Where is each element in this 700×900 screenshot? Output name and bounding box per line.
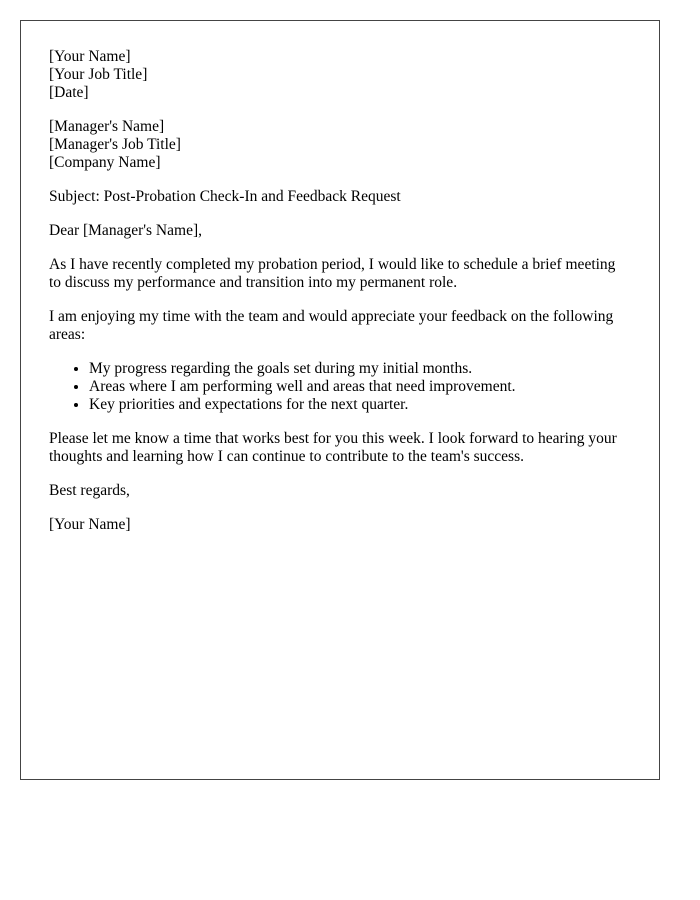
signoff: Best regards, (49, 482, 130, 499)
subject-line: Subject: Post-Probation Check-In and Feedback Request (49, 188, 401, 205)
body-paragraph-2: I am enjoying my time with the team and would appreciate your feedback on the following areas: (49, 308, 614, 343)
letter-date: [Date] (49, 84, 89, 101)
recipient-block (49, 118, 631, 172)
list-item: • My progress regarding the goals set during my initial months. (89, 360, 631, 378)
body-paragraph-1: As I have recently completed my probation period, I would like to schedule a brief meeting to discuss my performance and transition into my permanent role. (49, 256, 616, 291)
letter-page (20, 20, 660, 780)
closing-paragraph: Please let me know a time that works best for you this week. I look forward to hearing your thoughts and learning how I can continue to contribute to the team's success. (49, 430, 617, 465)
list-item: • Areas where I am performing well and areas that need improvement. (89, 378, 631, 396)
sender-block (49, 48, 631, 102)
salutation: Dear [Manager's Name], (49, 222, 202, 239)
recipient-job-title: [Manager's Job Title] (49, 136, 181, 153)
recipient-name: [Manager's Name] (49, 118, 165, 135)
feedback-areas-list (49, 360, 631, 414)
sender-job-title: [Your Job Title] (49, 66, 148, 83)
recipient-company: [Company Name] (49, 154, 161, 171)
sender-name: [Your Name] (49, 48, 131, 65)
list-item: • Key priorities and expectations for the next quarter. (89, 396, 631, 414)
signature: [Your Name] (49, 516, 131, 533)
